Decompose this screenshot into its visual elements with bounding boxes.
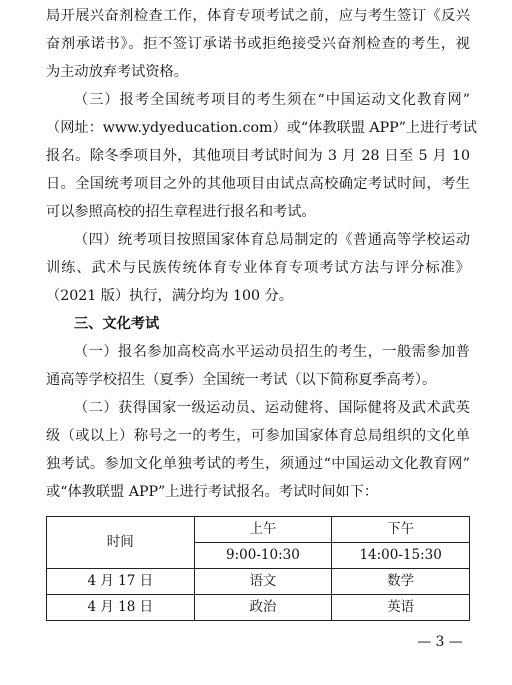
date-cell: 4 月 18 日 — [47, 595, 195, 621]
afternoon-subject-cell: 数学 — [332, 569, 470, 595]
paragraph-line: （2021 版）执行，满分均为 100 分。 — [46, 288, 293, 304]
paragraph-line: 或“体教联盟 APP”上进行考试报名。考试时间如下： — [46, 484, 379, 500]
section-heading: 三、文化考试 — [74, 316, 160, 332]
table-row — [47, 595, 470, 621]
morning-subject-cell: 政治 — [194, 595, 332, 621]
table-header-row — [47, 517, 470, 543]
paragraph-line: 训练、武术与民族传统体育专业体育专项考试方法与评分标准》 — [46, 260, 470, 276]
date-cell: 4 月 17 日 — [47, 569, 195, 595]
paragraph-line: 局开展兴奋剂检查工作，体育专项考试之前，应与考生签订《反兴 — [46, 8, 470, 24]
afternoon-header-cell: 下午 — [332, 517, 470, 543]
paragraph-line: 日。全国统考项目之外的其他项目由试点高校确定考试时间，考生 — [46, 176, 470, 192]
paragraph-line: 级（或以上）称号之一的考生，可参加国家体育总局组织的文化单 — [46, 428, 470, 444]
paragraph-line: 通高等学校招生（夏季）全国统一考试（以下简称夏季高考）。 — [46, 372, 437, 388]
time-header-cell: 时间 — [47, 517, 195, 569]
morning-time-cell: 9:00-10:30 — [194, 543, 332, 569]
paragraph-line: 可以参照高校的招生章程进行报名和考试。 — [46, 204, 316, 220]
morning-subject-cell: 语文 — [194, 569, 332, 595]
paragraph-line: （网址：www.ydyeducation.com）或“体教联盟 APP”上进行考试 — [46, 120, 477, 136]
paragraph-line: 奋剂承诺书》。拒不签订承诺书或拒绝接受兴奋剂检查的考生，视 — [46, 36, 470, 52]
paragraph-line: （二）获得国家一级运动员、运动健将、国际健将及武术武英 — [74, 400, 470, 416]
paragraph-line: （三）报考全国统考项目的考生须在“中国运动文化教育网” — [74, 92, 470, 108]
paragraph-line: 为主动放弃考试资格。 — [46, 64, 188, 80]
exam-schedule-table — [46, 516, 470, 621]
paragraph-line: （一）报名参加高校高水平运动员招生的考生，一般需参加普 — [74, 344, 470, 360]
page-number: — 3 — — [417, 634, 463, 650]
table-row — [47, 569, 470, 595]
paragraph-line: （四）统考项目按照国家体育总局制定的《普通高等学校运动 — [74, 232, 470, 248]
paragraph-line: 报名。除冬季项目外，其他项目考试时间为 3 月 28 日至 5 月 10 — [46, 148, 470, 164]
afternoon-subject-cell: 英语 — [332, 595, 470, 621]
morning-header-cell: 上午 — [194, 517, 332, 543]
afternoon-time-cell: 14:00-15:30 — [332, 543, 470, 569]
paragraph-line: 独考试。参加文化单独考试的考生，须通过“中国运动文化教育网” — [46, 456, 470, 472]
